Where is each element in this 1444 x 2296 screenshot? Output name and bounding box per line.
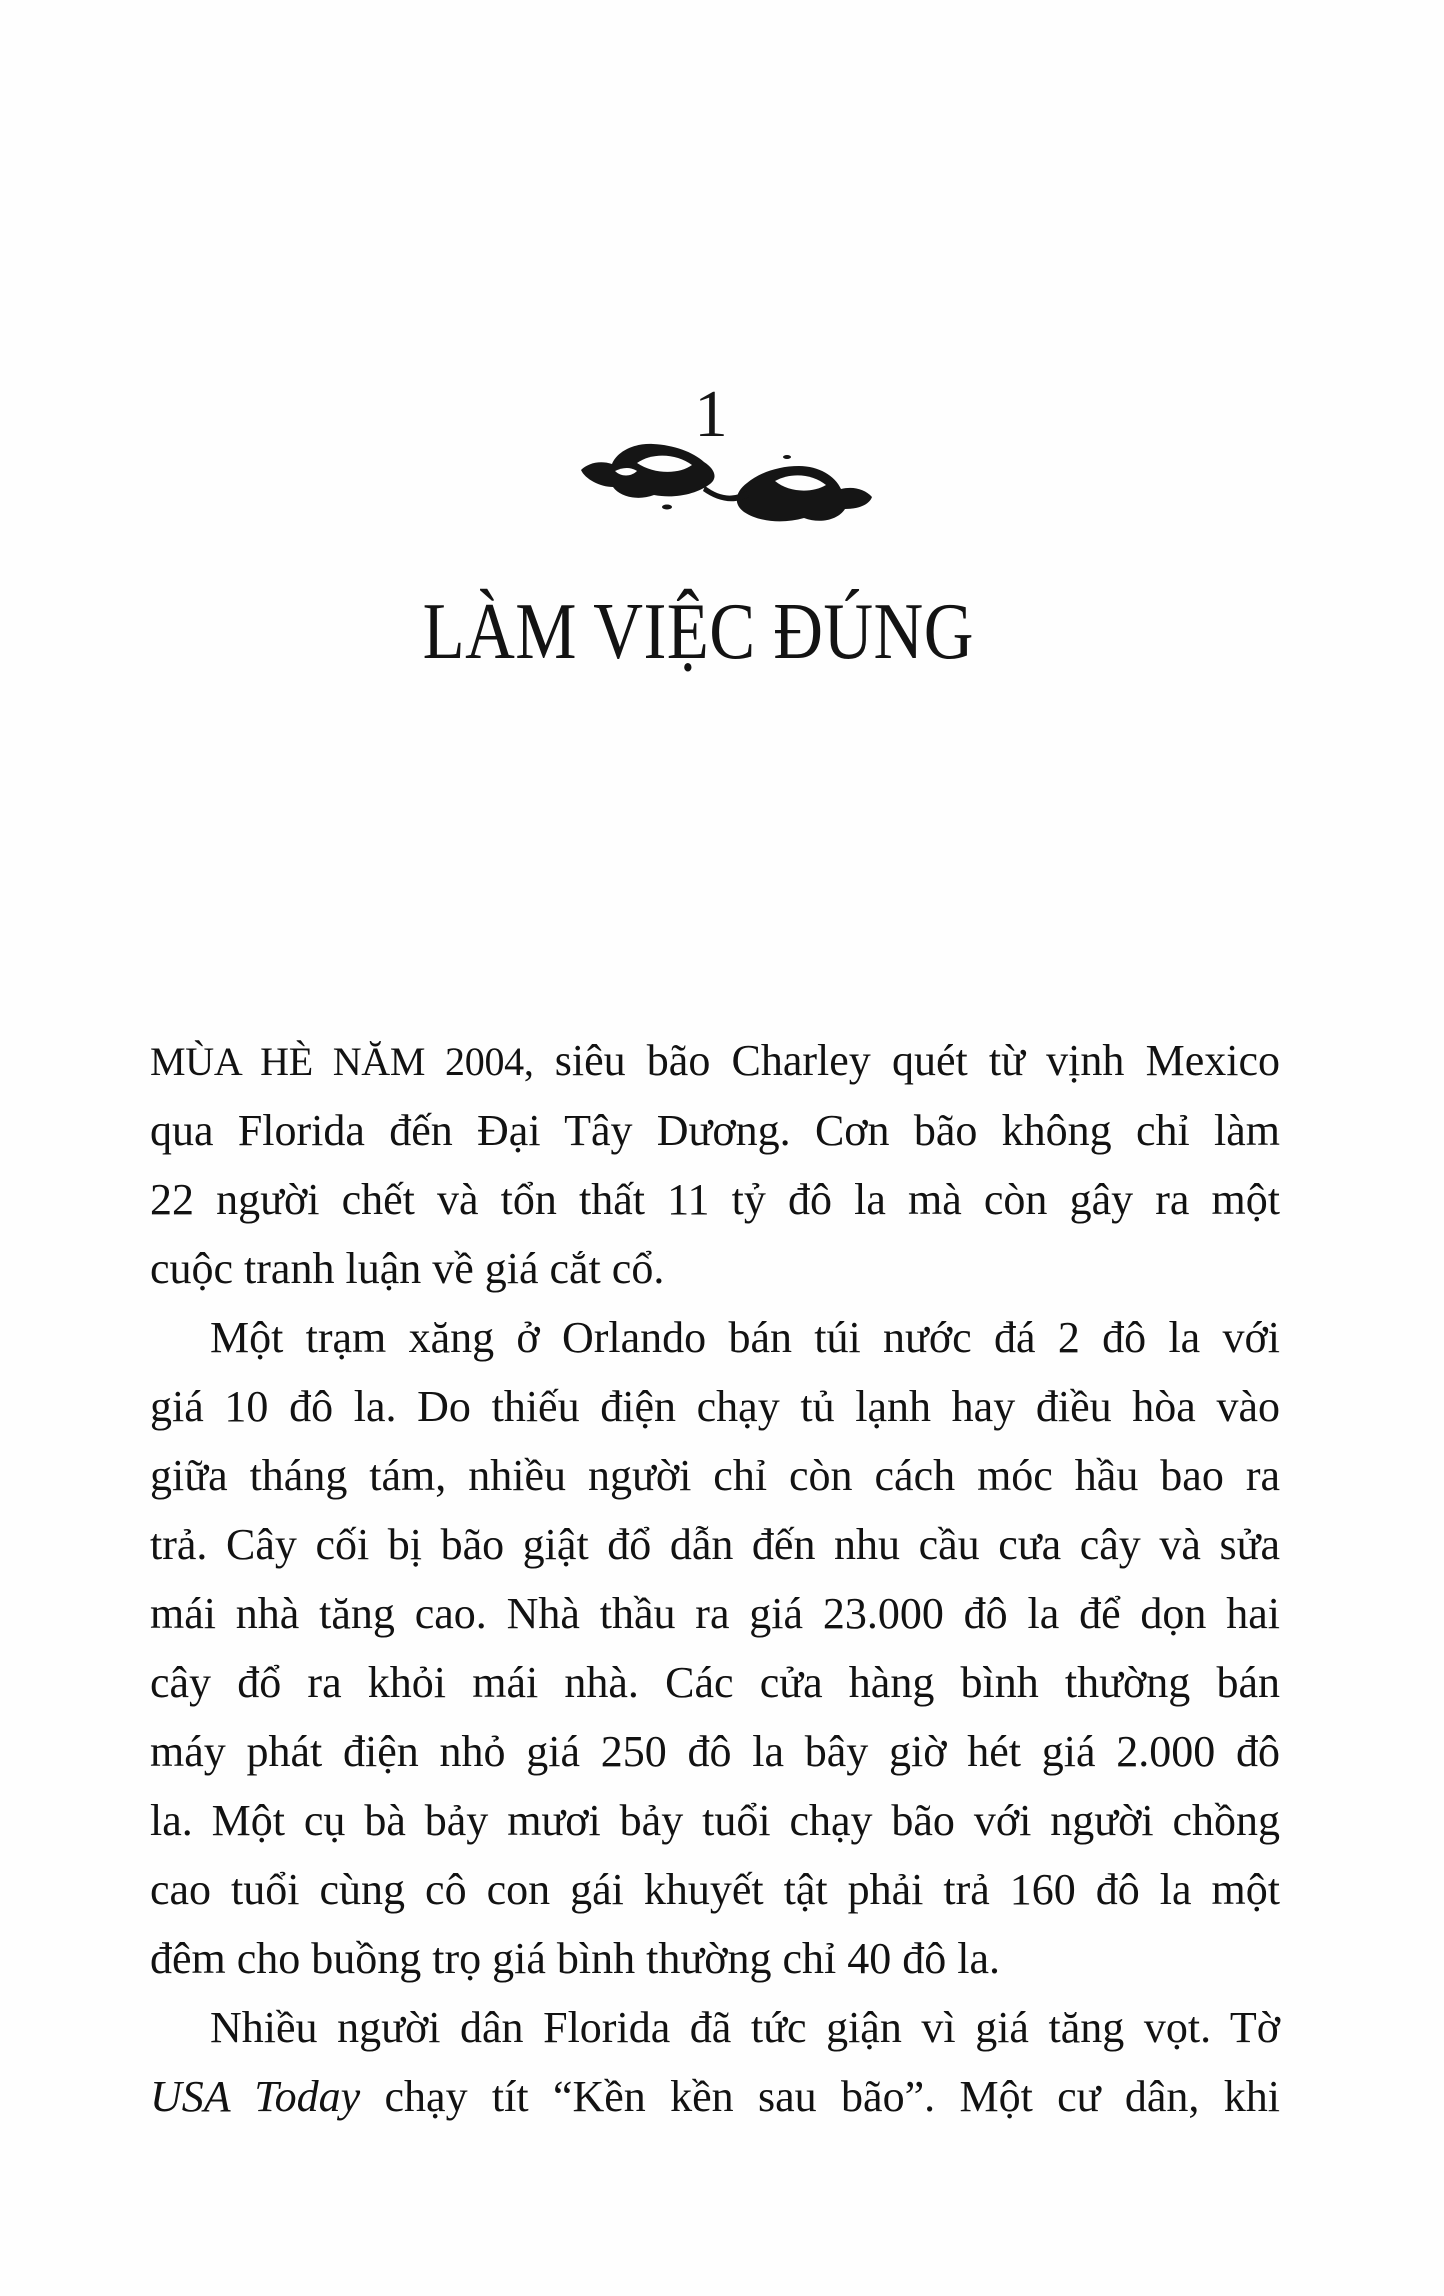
text-line bbox=[150, 2062, 1280, 2131]
text-line: cuộc tranh luận về giá cắt cổ. bbox=[150, 1244, 665, 1293]
text-line: giữa tháng tám, nhiều người chỉ còn cách móc hầu bao ra bbox=[150, 1451, 1280, 1500]
text-line: máy phát điện nhỏ giá 250 đô la bây giờ hét giá 2.000 đô bbox=[150, 1727, 1280, 1776]
text-line: trả. Cây cối bị bão giật đổ dẫn đến nhu cầu cưa cây và sửa bbox=[150, 1520, 1280, 1569]
line-text: siêu bão Charley quét từ vịnh Mexico bbox=[533, 1036, 1280, 1085]
text-line: đêm cho buồng trọ giá bình thường chỉ 40 đô la. bbox=[150, 1934, 1000, 1983]
text-line: giá 10 đô la. Do thiếu điện chạy tủ lạnh hay điều hòa vào bbox=[150, 1382, 1280, 1431]
text-line: mái nhà tăng cao. Nhà thầu ra giá 23.000 đô la để dọn hai bbox=[150, 1589, 1280, 1638]
chapter-title bbox=[150, 586, 1280, 676]
newspaper-name-italic: USA Today bbox=[150, 2072, 361, 2121]
text-line: Nhiều người dân Florida đã tức giận vì giá tăng vọt. Tờ bbox=[210, 2003, 1280, 2052]
text-line: cao tuổi cùng cô con gái khuyết tật phải trả 160 đô la một bbox=[150, 1865, 1280, 1914]
text-line: 22 người chết và tổn thất 11 tỷ đô la mà còn gây ra một bbox=[150, 1175, 1280, 1224]
chapter-title-text: LÀM VIỆC ĐÚNG bbox=[422, 586, 974, 676]
text-line bbox=[150, 1026, 1280, 1096]
line-text: chạy tít “Kền kền sau bão”. Một cư dân, khi bbox=[360, 2072, 1280, 2121]
chapter-number-text: 1 bbox=[694, 377, 728, 451]
text-line: cây đổ ra khỏi mái nhà. Các cửa hàng bình thường bán bbox=[150, 1658, 1280, 1707]
chapter-number bbox=[150, 377, 1280, 451]
text-line: la. Một cụ bà bảy mươi bảy tuổi chạy bão với người chồng bbox=[150, 1796, 1280, 1845]
text-line: qua Florida đến Đại Tây Dương. Cơn bão không chỉ làm bbox=[150, 1106, 1280, 1155]
body-text bbox=[150, 1026, 1280, 2131]
lead-in-caps: MÙA HÈ NĂM 2004, bbox=[150, 1039, 534, 1084]
text-line: Một trạm xăng ở Orlando bán túi nước đá 2 đô la với bbox=[210, 1313, 1280, 1362]
manicule-flourish-icon bbox=[579, 441, 874, 526]
